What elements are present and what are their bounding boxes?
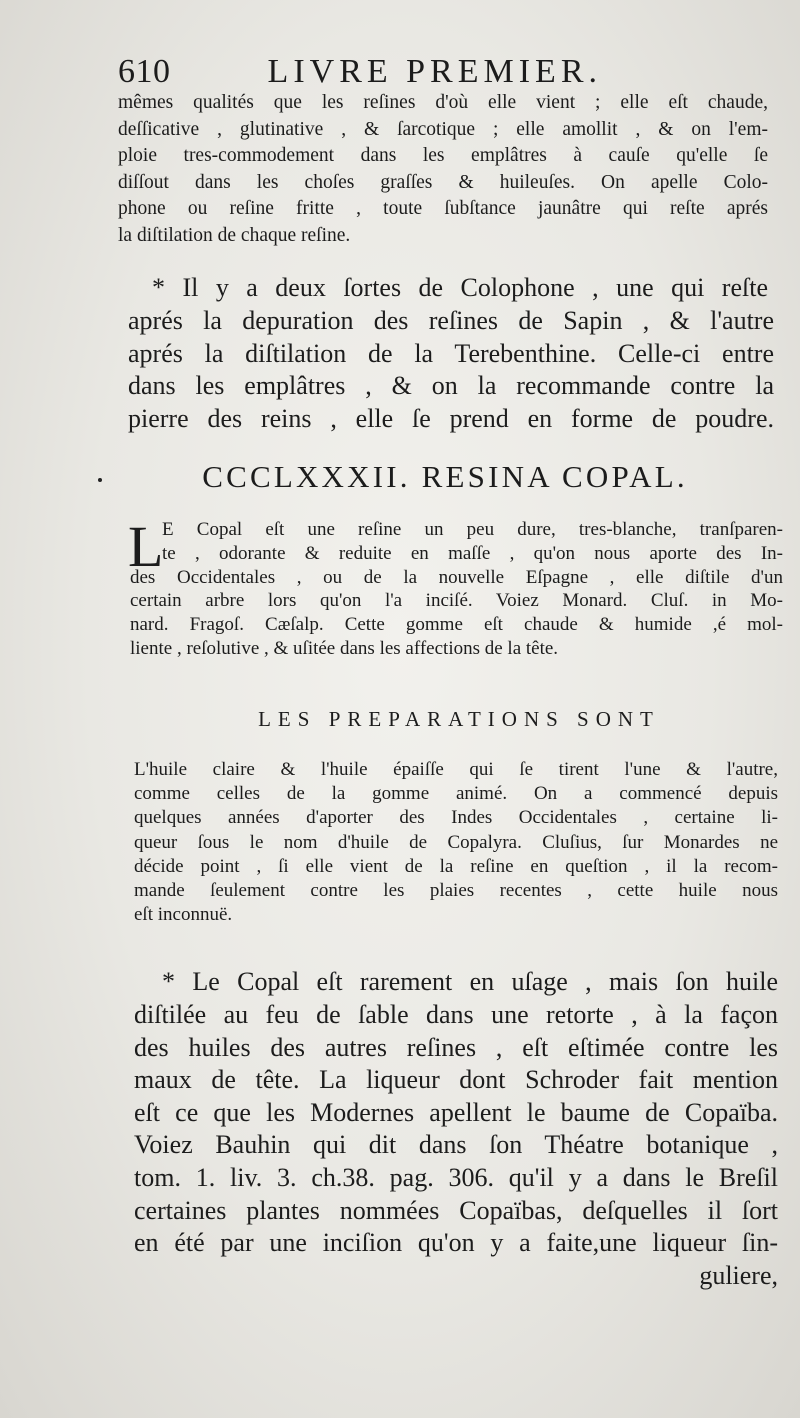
ink-speck bbox=[98, 478, 102, 482]
text-line: * Il y a deux ſortes de Colophone , une qui reſte bbox=[152, 273, 768, 302]
text-line: des huiles des autres reſines , eſt eſtimée contre les bbox=[134, 1032, 778, 1062]
text-line: * Le Copal eſt rarement en uſage , mais ſon huile bbox=[162, 967, 778, 996]
colophone-note-continued bbox=[128, 305, 774, 435]
text-line: décide point , ſi elle vient de la reſine en queſtion , il la recom- bbox=[134, 855, 778, 877]
text-line: eſt ce que les Modernes apellent le baume de Copaïba. bbox=[134, 1097, 778, 1127]
text-line: quelques années d'aporter des Indes Occidentales , certaine li- bbox=[134, 807, 778, 829]
text-line: phone ou reſine fritte , toute ſubſtance jaunâtre qui reſte aprés bbox=[118, 198, 768, 219]
copal-note bbox=[162, 966, 778, 999]
text-line: diſſout dans les choſes graſſes & huileuſes. On apelle Colo- bbox=[118, 171, 768, 193]
text-line: nard. Fragoſ. Cæſalp. Cette gomme eſt chaude & humide ,é mol- bbox=[130, 614, 783, 636]
text-line: Voiez Bauhin qui dit dans ſon Théatre botanique , bbox=[134, 1130, 778, 1160]
text-line: en été par une inciſion qu'on y a faite,une liqueur ſin- bbox=[134, 1228, 778, 1258]
text-line: mande ſeulement contre les plaies recentes , cette huile nous bbox=[134, 880, 778, 902]
drop-initial: L bbox=[128, 514, 164, 579]
text-line: liente , reſolutive , & uſitée dans les affections de la tête. bbox=[130, 637, 559, 659]
running-head bbox=[118, 52, 602, 92]
opening-paragraph bbox=[118, 90, 768, 249]
text-line: certain arbre lors qu'on l'a inciſé. Voiez Monard. Cluſ. in Mo- bbox=[130, 590, 783, 612]
preparations-heading: LES PREPARATIONS SONT bbox=[258, 707, 660, 731]
text-line: diſtilée au feu de ſable dans une retorte , à la façon bbox=[134, 1000, 778, 1029]
text-line: aprés la depuration des reſines de Sapin , & l'autre bbox=[128, 306, 774, 335]
text-line: la diſtilation de chaque reſine. bbox=[118, 224, 351, 246]
text-line: tom. 1. liv. 3. ch.38. pag. 306. qu'il y a dans le Breſil bbox=[134, 1162, 778, 1192]
text-line: te , odorante & reduite en maſſe , qu'on nous aporte des In- bbox=[162, 542, 783, 564]
text-line: aprés la diſtilation de la Terebenthine. Celle-ci entre bbox=[128, 338, 774, 368]
text-line: des Occidentales , ou de la nouvelle Eſpagne , elle diſtile d'un bbox=[130, 566, 783, 588]
text-line: pierre des reins , elle ſe prend en forme de poudre. bbox=[128, 403, 774, 433]
copal-description bbox=[128, 514, 783, 661]
catchword: guliere, bbox=[699, 1260, 778, 1290]
text-line: certaines plantes nommées Copaïbas, deſquelles il ſort bbox=[134, 1195, 778, 1225]
text-line: deſſicative , glutinative , & ſarcotique ; elle amollit , & on l'em- bbox=[118, 118, 768, 140]
text-line: E Copal eſt une reſine un peu dure, tres-blanche, tranſparen- bbox=[162, 519, 783, 540]
copal-note-continued bbox=[134, 999, 778, 1292]
text-line: ploie tres-commodement dans les emplâtres à cauſe qu'elle ſe bbox=[118, 145, 768, 166]
text-line: comme celles de la gomme animé. On a commencé depuis bbox=[134, 783, 778, 805]
text-line: L'huile claire & l'huile épaiſſe qui ſe tirent l'une & l'autre, bbox=[134, 759, 778, 780]
section-heading: CCCLXXXII. RESINA COPAL. bbox=[202, 459, 688, 494]
text-line: maux de tête. La liqueur dont Schroder fait mention bbox=[134, 1065, 778, 1095]
preparations-paragraph bbox=[134, 758, 778, 927]
colophone-note bbox=[152, 272, 768, 305]
text-line: queur ſous le nom d'huile de Copalyra. Cluſius, ſur Monardes ne bbox=[134, 831, 778, 853]
running-title: LIVRE PREMIER. bbox=[267, 53, 602, 90]
text-line: dans les emplâtres , & on la recommande contre la bbox=[128, 371, 774, 401]
text-line: eſt inconnuë. bbox=[134, 904, 233, 926]
text-line: mêmes qualités que les reſines d'où elle vient ; elle eſt chaude, bbox=[118, 92, 768, 113]
page-number: 610 bbox=[118, 53, 171, 90]
